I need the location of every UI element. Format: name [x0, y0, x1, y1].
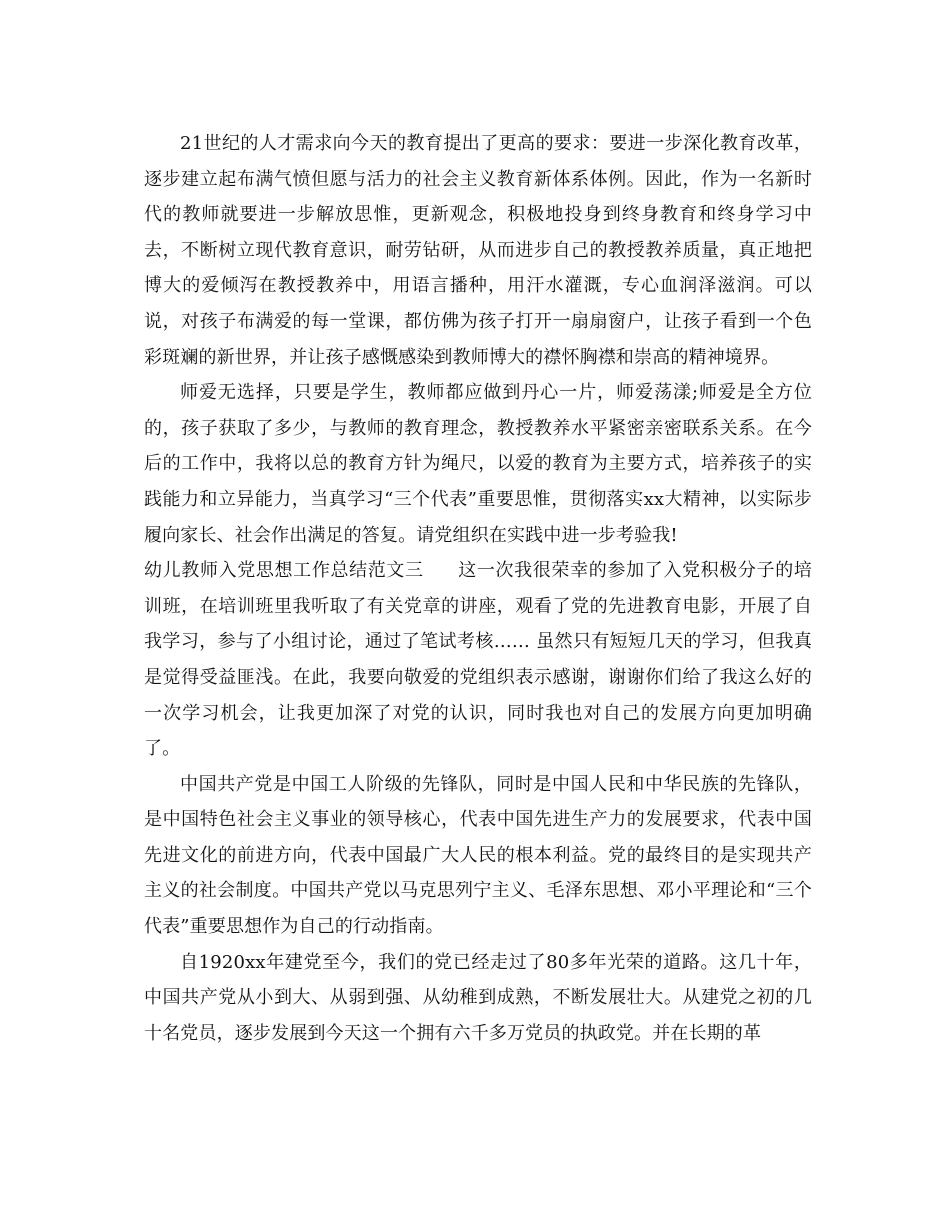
- paragraph-3: [144, 553, 812, 767]
- section-title: 幼儿教师入党思想工作总结范文三: [144, 560, 424, 582]
- paragraph-4: 中国共产党是中国工人阶级的先锋队，同时是中国人民和中华民族的先锋队，是中国特色社会主义事业的领导核心，代表中国先进生产力的发展要求，代表中国先进文化的前进方向，代表中国最广大人民的根本利益。党的最终目的是实现共产主义的社会制度。中国共产党以马克思列宁主义、毛泽东思想、邓小平理论和“三个代表”重要思想作为自己的行动指南。: [144, 773, 812, 938]
- paragraph-5: 自1920xx年建党至今，我们的党已经走过了80多年光荣的道路。这几十年，中国共产党从小到大、从弱到强、从幼稚到成熟，不断发展壮大。从建党之初的几十名党员，逐步发展到今天这一个拥有六千多万党员的执政党。并在长期的革: [144, 951, 812, 1044]
- paragraph-1: 21世纪的人才需求向今天的教育提出了更高的要求：要进一步深化教育改革，逐步建立起布满气愤但愿与活力的社会主义教育新体系体例。因此，作为一名新时代的教师就要进一步解放思惟，更新观念，积极地投身到终身教育和终身学习中去，不断树立现代教育意识，耐劳钻研，从而进步自己的教授教养质量，真正地把博大的爱倾泻在教授教养中，用语言播种，用汗水灌溉，专心血润泽滋润。可以说，对孩子布满爱的每一堂课，都仿佛为孩子打开一扇扇窗户，让孩子看到一个色彩斑斓的新世界，并让孩子感慨感染到教师博大的襟怀胸襟和崇高的精神境界。: [144, 133, 812, 368]
- document-body: [144, 126, 812, 1051]
- paragraph-2: 师爱无选择，只要是学生，教师都应做到丹心一片，师爱荡漾;师爱是全方位的，孩子获取了多少，与教师的教育理念，教授教养水平紧密亲密联系关系。在今后的工作中，我将以总的教育方针为绳尺，以爱的教育为主要方式，培养孩子的实践能力和立异能力，当真学习“三个代表”重要思惟，贯彻落实xx大精神，以实际步履向家长、社会作出满足的答复。请党组织在实践中进一步考验我!: [144, 382, 812, 546]
- paragraph-3-text: 这一次我很荣幸的参加了入党积极分子的培训班，在培训班里我听取了有关党章的讲座，观看了党的先进教育电影，开展了自我学习，参与了小组讨论，通过了笔试考核…… 虽然只有短短几天的学习，但我真是觉得受益匪浅。在此，我要向敬爱的党组织表示感谢，谢谢你们给了我这么好的一次学习机会，让我更加深了对党的认识，同时我也对自己的发展方向更加明确了。: [144, 560, 812, 760]
